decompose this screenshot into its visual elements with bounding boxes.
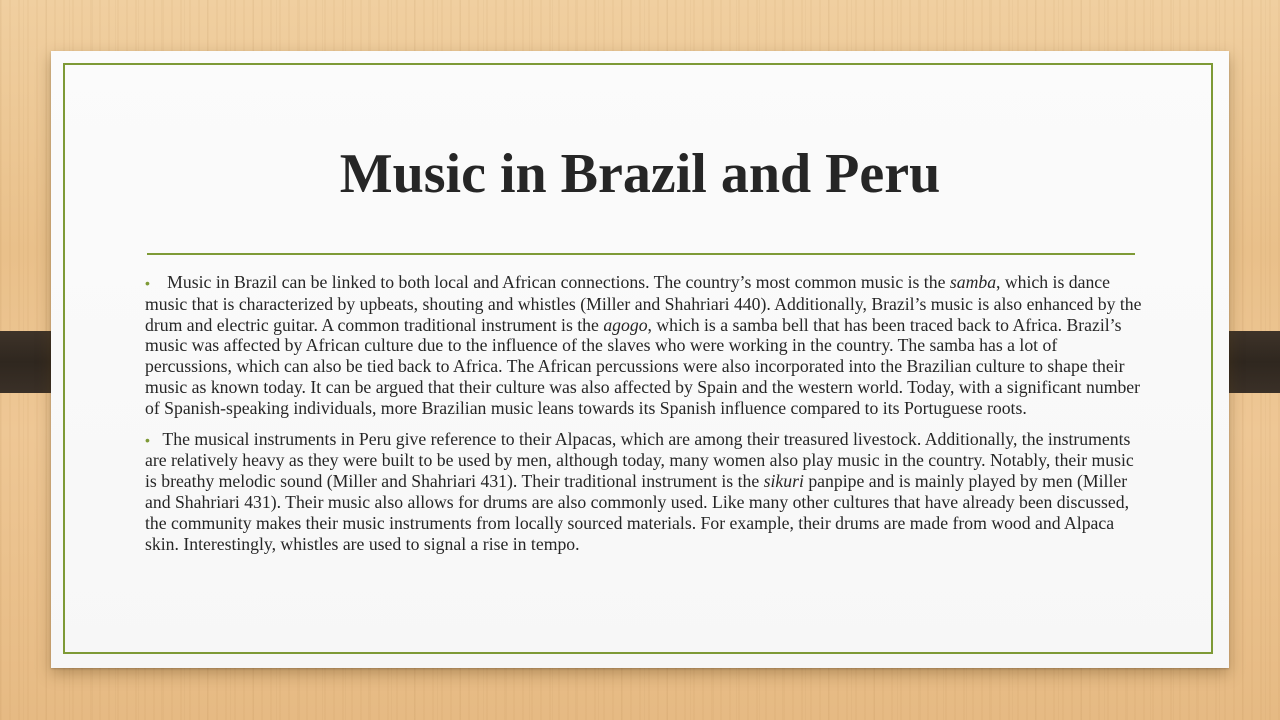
paragraph-text: , which is a samba bell that has been traced back to Africa. Brazil’s music was affected by African culture due to the influence of the slaves who were working in the country. The samba has a lot of percussions, which can also be tied back to Africa. The African percussions were also incorporated into the Brazilian culture to shape their music as known today. It can be argued that their culture was also affected by Spain and the western world. Today, with a significant number of Spanish-speaking individuals, more Brazilian music leans towards its Spanish influence compared to its Portuguese roots.	[145, 314, 1141, 418]
title-divider	[147, 253, 1135, 255]
bullet-icon: •	[145, 275, 150, 291]
paragraph-text: , which is dance music that is characterized by upbeats, shouting and whistles (Miller and Shahriari 440). Additionally, Brazil’s music is also enhanced by the drum and electric guitar. A common traditional instrument is the	[145, 272, 1142, 335]
paragraph-text: panpipe and is mainly played by men (Miller and Shahriari 431). Their music also allows for drums are also commonly used. Like many other cultures that have already been discussed, the community makes their music instruments from locally sourced materials. For example, their drums are made from wood and Alpaca skin. Interestingly, whistles are used to signal a rise in tempo.	[145, 471, 1130, 554]
slide-title: Music in Brazil and Peru	[339, 143, 941, 205]
paragraph-text: The musical instruments in Peru give reference to their Alpacas, which are among their treasured livestock. Additionally, the instruments are relatively heavy as they were built to be used by men, although today, many women also play music in the country. Notably, their music is breathy melodic sound (Miller and Shahriari 431). Their traditional instrument is the	[145, 428, 1139, 492]
term-sikuri: sikuri	[763, 471, 804, 492]
paragraph-text: Music in Brazil can be linked to both local and African connections. The country’s most common music is the	[153, 272, 950, 292]
term-samba: samba	[949, 272, 997, 292]
bullet-paragraph-brazil	[145, 272, 1145, 419]
term-agogo: agogo	[603, 314, 648, 335]
bullet-icon: •	[145, 431, 150, 448]
slide-card	[51, 51, 1229, 668]
slide-body	[145, 272, 1145, 564]
bullet-paragraph-peru	[145, 429, 1145, 555]
